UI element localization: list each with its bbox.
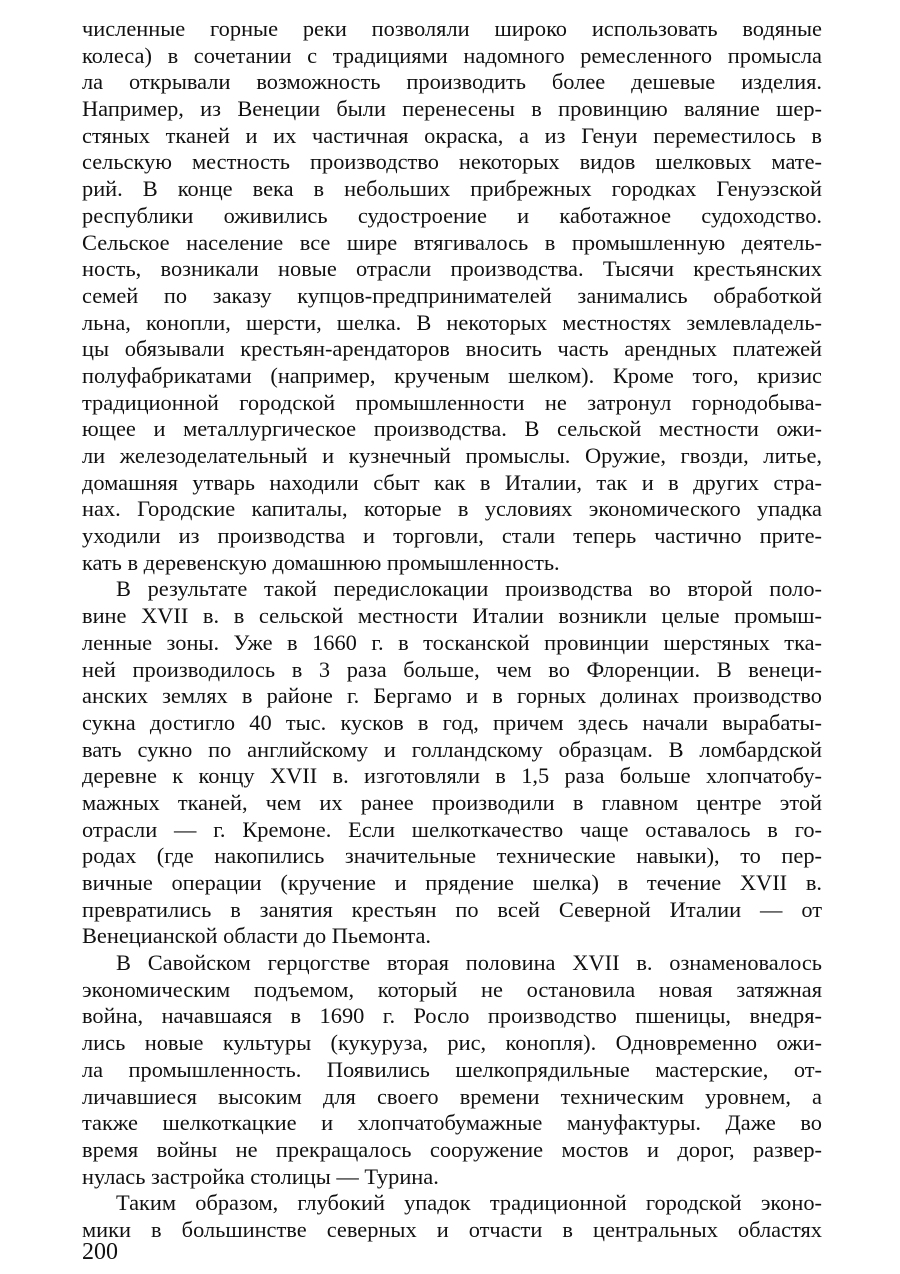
text-line: ленные зоны. Уже в 1660 г. в тосканской провинции шерстяных тка- bbox=[82, 629, 822, 655]
text-line: ли железоделательный и кузнечный промыслы. Оружие, гвозди, литье, bbox=[82, 443, 822, 468]
text-line: родах (где накопились значительные технические навыки), то пер- bbox=[82, 843, 822, 869]
text-line: отрасли — г. Кремоне. Если шелкоткачество чаще оставалось в го- bbox=[82, 816, 822, 842]
text-line: мажных тканей, чем их ранее производили в главном центре этой bbox=[82, 789, 822, 815]
body-text bbox=[82, 16, 822, 1244]
text-line: личавшиеся высоким для своего времени техническим уровнем, а bbox=[82, 1083, 822, 1109]
text-line: уходили из производства и торговли, стали теперь частично прите- bbox=[82, 523, 822, 549]
text-line: анских землях в районе г. Бергамо и в горных долинах производство bbox=[82, 683, 822, 709]
text-line: война, начавшаяся в 1690 г. Росло производство пшеницы, внедря- bbox=[82, 1003, 822, 1029]
page-number: 200 bbox=[82, 1239, 118, 1265]
text-line: численные горные реки позволяли широко использовать водяные bbox=[82, 16, 822, 41]
text-line: вать сукно по английскому и голландскому образцам. В ломбардской bbox=[82, 736, 822, 762]
text-line: ность, возникали новые отрасли производства. Тысячи крестьянских bbox=[82, 256, 822, 282]
text-line: вичные операции (кручение и прядение шелка) в течение XVII в. bbox=[82, 870, 822, 895]
text-line: цы обязывали крестьян-арендаторов вносить часть арендных платежей bbox=[82, 336, 822, 362]
text-line: нах. Городские капиталы, которые в условиях экономического упадка bbox=[82, 496, 822, 522]
text-line: сельскую местность производство некоторых видов шелковых мате- bbox=[82, 149, 822, 175]
text-line: мики в большинстве северных и отчасти в центральных областях bbox=[82, 1216, 822, 1242]
text-line: ней производилось в 3 раза больше, чем во Флоренции. В венеци- bbox=[82, 656, 822, 682]
text-line: время войны не прекращалось сооружение мостов и дорог, развер- bbox=[82, 1136, 822, 1162]
text-line: нулась застройка столицы — Турина. bbox=[82, 1163, 439, 1189]
text-line: Сельское население все шире втягивалось в промышленную деятель- bbox=[82, 229, 822, 255]
text-line: рий. В конце века в небольших прибрежных городках Генуэзской bbox=[82, 176, 822, 202]
text-line: колеса) в сочетании с традициями надомного ремесленного промысла bbox=[82, 42, 822, 68]
text-line: полуфабрикатами (например, крученым шелком). Кроме того, кризис bbox=[82, 362, 822, 388]
text-line: ющее и металлургическое производства. В сельской местности ожи- bbox=[82, 416, 822, 442]
text-line: деревне к концу XVII в. изготовляли в 1,5 раза больше хлопчатобу- bbox=[82, 763, 822, 789]
text-line: экономическим подъемом, который не остановила новая затяжная bbox=[82, 976, 822, 1002]
text-line: также шелкоткацкие и хлопчатобумажные мануфактуры. Даже во bbox=[82, 1110, 822, 1136]
text-line: Венецианской области до Пьемонта. bbox=[82, 923, 432, 949]
text-line: стяных тканей и их частичная окраска, а из Генуи переместилось в bbox=[82, 122, 822, 148]
paragraph-first-line: Таким образом, глубокий упадок традиционной городской эконо- bbox=[116, 1190, 822, 1216]
text-line: ла промышленность. Появились шелкопрядильные мастерские, от- bbox=[82, 1056, 822, 1082]
text-line: семей по заказу купцов-предпринимателей занимались обработкой bbox=[82, 282, 822, 308]
text-line: льна, конопли, шерсти, шелка. В некоторых местностях землевладель- bbox=[82, 309, 822, 335]
text-line: ла открывали возможность производить более дешевые изделия. bbox=[82, 69, 822, 95]
text-line: Например, из Венеции были перенесены в провинцию валяние шер- bbox=[82, 96, 822, 122]
text-line: сукна достигло 40 тыс. кусков в год, причем здесь начали вырабаты- bbox=[82, 709, 822, 735]
text-line: традиционной городской промышленности не затронул горнодобыва- bbox=[82, 389, 822, 415]
text-line: лись новые культуры (кукуруза, рис, конопля). Одновременно ожи- bbox=[82, 1030, 822, 1056]
paragraph-first-line: В Савойском герцогстве вторая половина XVII в. ознаменовалось bbox=[116, 950, 822, 976]
text-line: кать в деревенскую домашнюю промышленность. bbox=[82, 549, 560, 575]
text-line: домашняя утварь находили сбыт как в Италии, так и в других стра- bbox=[82, 469, 822, 495]
text-line: вине XVII в. в сельской местности Италии возникли целые промыш- bbox=[82, 603, 822, 629]
text-line: превратились в занятия крестьян по всей Северной Италии — от bbox=[82, 896, 822, 922]
text-line: республики оживились судостроение и каботажное судоходство. bbox=[82, 202, 822, 228]
paragraph-first-line: В результате такой передислокации производства во второй поло- bbox=[116, 576, 822, 602]
